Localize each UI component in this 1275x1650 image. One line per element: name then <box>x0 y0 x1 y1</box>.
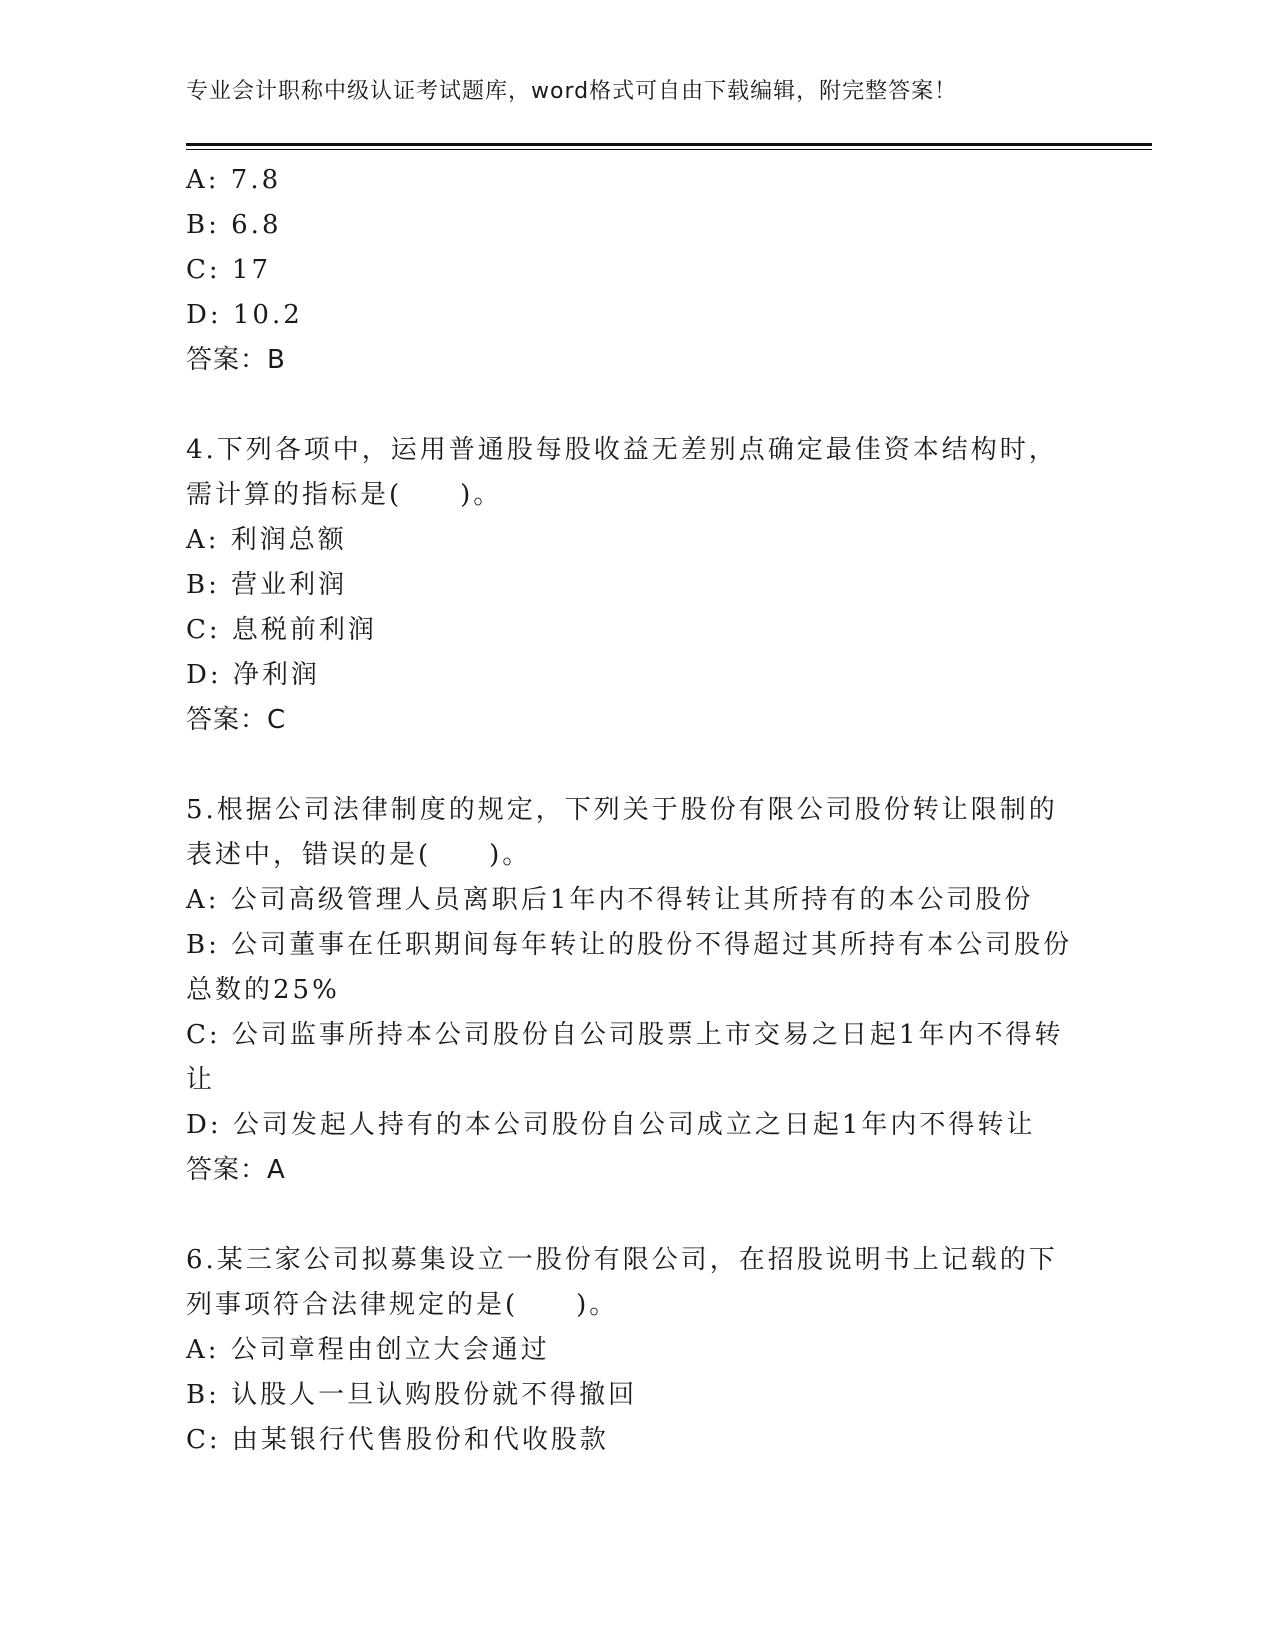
answer-line: 答案：C <box>186 705 287 735</box>
option-c: C: 公司监事所持本公司股份自公司股票上市交易之日起1年内不得转 <box>186 1020 1064 1050</box>
option-b-continued: 总数的25% <box>186 975 340 1005</box>
answer-line: 答案：A <box>186 1155 286 1185</box>
answer-line: 答案：B <box>186 345 286 375</box>
option-b: B: 6.8 <box>186 210 282 240</box>
question-5-block <box>186 788 1086 1193</box>
question-stem-line-1: 4.下列各项中，运用普通股每股收益无差别点确定最佳资本结构时， <box>186 435 1058 465</box>
option-c-continued: 让 <box>186 1065 216 1095</box>
option-a: A: 公司高级管理人员离职后1年内不得转让其所持有的本公司股份 <box>186 885 1034 915</box>
document-body <box>186 158 1086 1463</box>
option-d: D: 公司发起人持有的本公司股份自公司成立之日起1年内不得转让 <box>186 1110 1036 1140</box>
option-c: C: 17 <box>186 255 272 285</box>
header-rule-thick <box>186 143 1152 146</box>
question-3-block <box>186 158 1086 383</box>
option-d: D: 净利润 <box>186 660 320 690</box>
question-stem-line-2: 需计算的指标是( )。 <box>186 480 503 510</box>
option-d: D: 10.2 <box>186 300 303 330</box>
question-stem-line-2: 表述中，错误的是( )。 <box>186 840 532 870</box>
option-c: C: 由某银行代售股份和代收股款 <box>186 1425 609 1455</box>
question-6-block <box>186 1238 1086 1463</box>
option-b: B: 公司董事在任职期间每年转让的股份不得超过其所持有本公司股份 <box>186 930 1073 960</box>
question-stem-line-1: 6.某三家公司拟募集设立一股份有限公司，在招股说明书上记载的下 <box>186 1245 1058 1275</box>
option-b: B: 营业利润 <box>186 570 348 600</box>
header-rule-thin <box>186 149 1152 150</box>
option-c: C: 息税前利润 <box>186 615 377 645</box>
option-a: A: 利润总额 <box>186 525 347 555</box>
option-a: A: 7.8 <box>186 165 282 195</box>
question-stem-line-1: 5.根据公司法律制度的规定，下列关于股份有限公司股份转让限制的 <box>186 795 1058 825</box>
option-a: A: 公司章程由创立大会通过 <box>186 1335 550 1365</box>
question-4-block <box>186 428 1086 743</box>
question-stem-line-2: 列事项符合法律规定的是( )。 <box>186 1290 619 1320</box>
page-header: 专业会计职称中级认证考试题库，word格式可自由下载编辑，附完整答案！ <box>186 79 958 104</box>
option-b: B: 认股人一旦认购股份就不得撤回 <box>186 1380 638 1410</box>
